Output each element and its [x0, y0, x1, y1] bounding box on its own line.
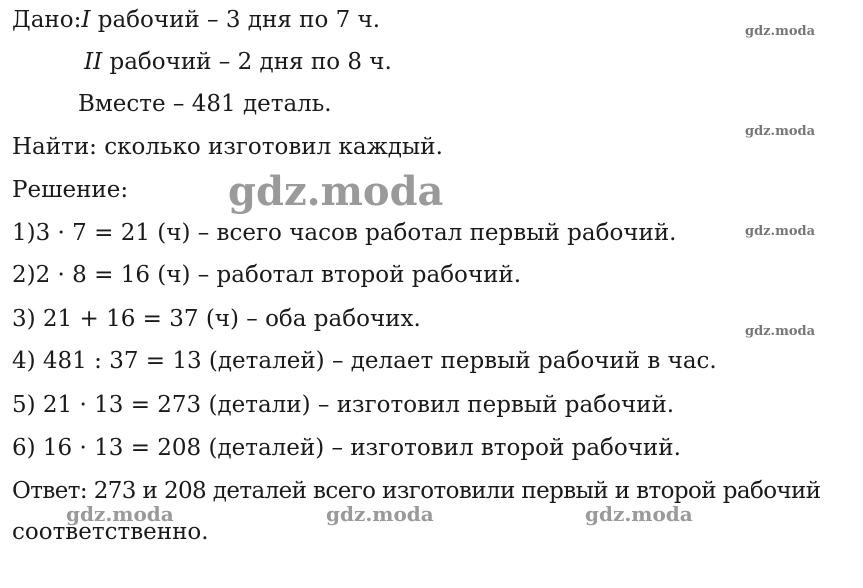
given-worker2-line: [84, 47, 392, 77]
step-4: 4) 481 : 37 = 13 (деталей) – делает первый рабочий в час.: [12, 348, 717, 374]
step-3: 3) 21 + 16 = 37 (ч) – оба рабочих.: [12, 306, 421, 332]
watermark-text: gdz.moda: [585, 502, 693, 526]
answer-line-1: Ответ: 273 и 208 деталей всего изготовили первый и второй рабочий: [12, 478, 821, 504]
solution-label: Решение:: [12, 177, 129, 203]
step-2: 2)2 · 8 = 16 (ч) – работал второй рабочий.: [12, 262, 522, 288]
step-5: 5) 21 · 13 = 273 (детали) – изготовил первый рабочий.: [12, 392, 675, 418]
worker1-text: рабочий – 3 дня по 7 ч.: [97, 7, 381, 33]
worker1-roman: I: [81, 7, 91, 33]
step-1: 1)3 · 7 = 21 (ч) – всего часов работал первый рабочий.: [12, 220, 677, 246]
watermark-text: gdz.moda: [745, 124, 816, 139]
watermark-text: gdz.moda: [745, 24, 816, 39]
watermark-text: gdz.moda: [745, 224, 816, 239]
given-worker1-line: [12, 5, 380, 35]
worker2-roman: II: [84, 49, 103, 75]
watermark-text: gdz.moda: [228, 168, 444, 215]
answer-line-2: соответственно.: [12, 519, 209, 545]
watermark-text: gdz.moda: [745, 324, 816, 339]
watermark-text: gdz.moda: [326, 502, 434, 526]
find-line: Найти: сколько изготовил каждый.: [12, 134, 443, 160]
watermark-text: gdz.moda: [66, 502, 174, 526]
step-6: 6) 16 · 13 = 208 (деталей) – изготовил второй рабочий.: [12, 435, 681, 461]
given-label: Дано:: [12, 7, 82, 33]
given-together-line: Вместе – 481 деталь.: [78, 91, 332, 117]
worker2-text: рабочий – 2 дня по 8 ч.: [109, 49, 392, 75]
